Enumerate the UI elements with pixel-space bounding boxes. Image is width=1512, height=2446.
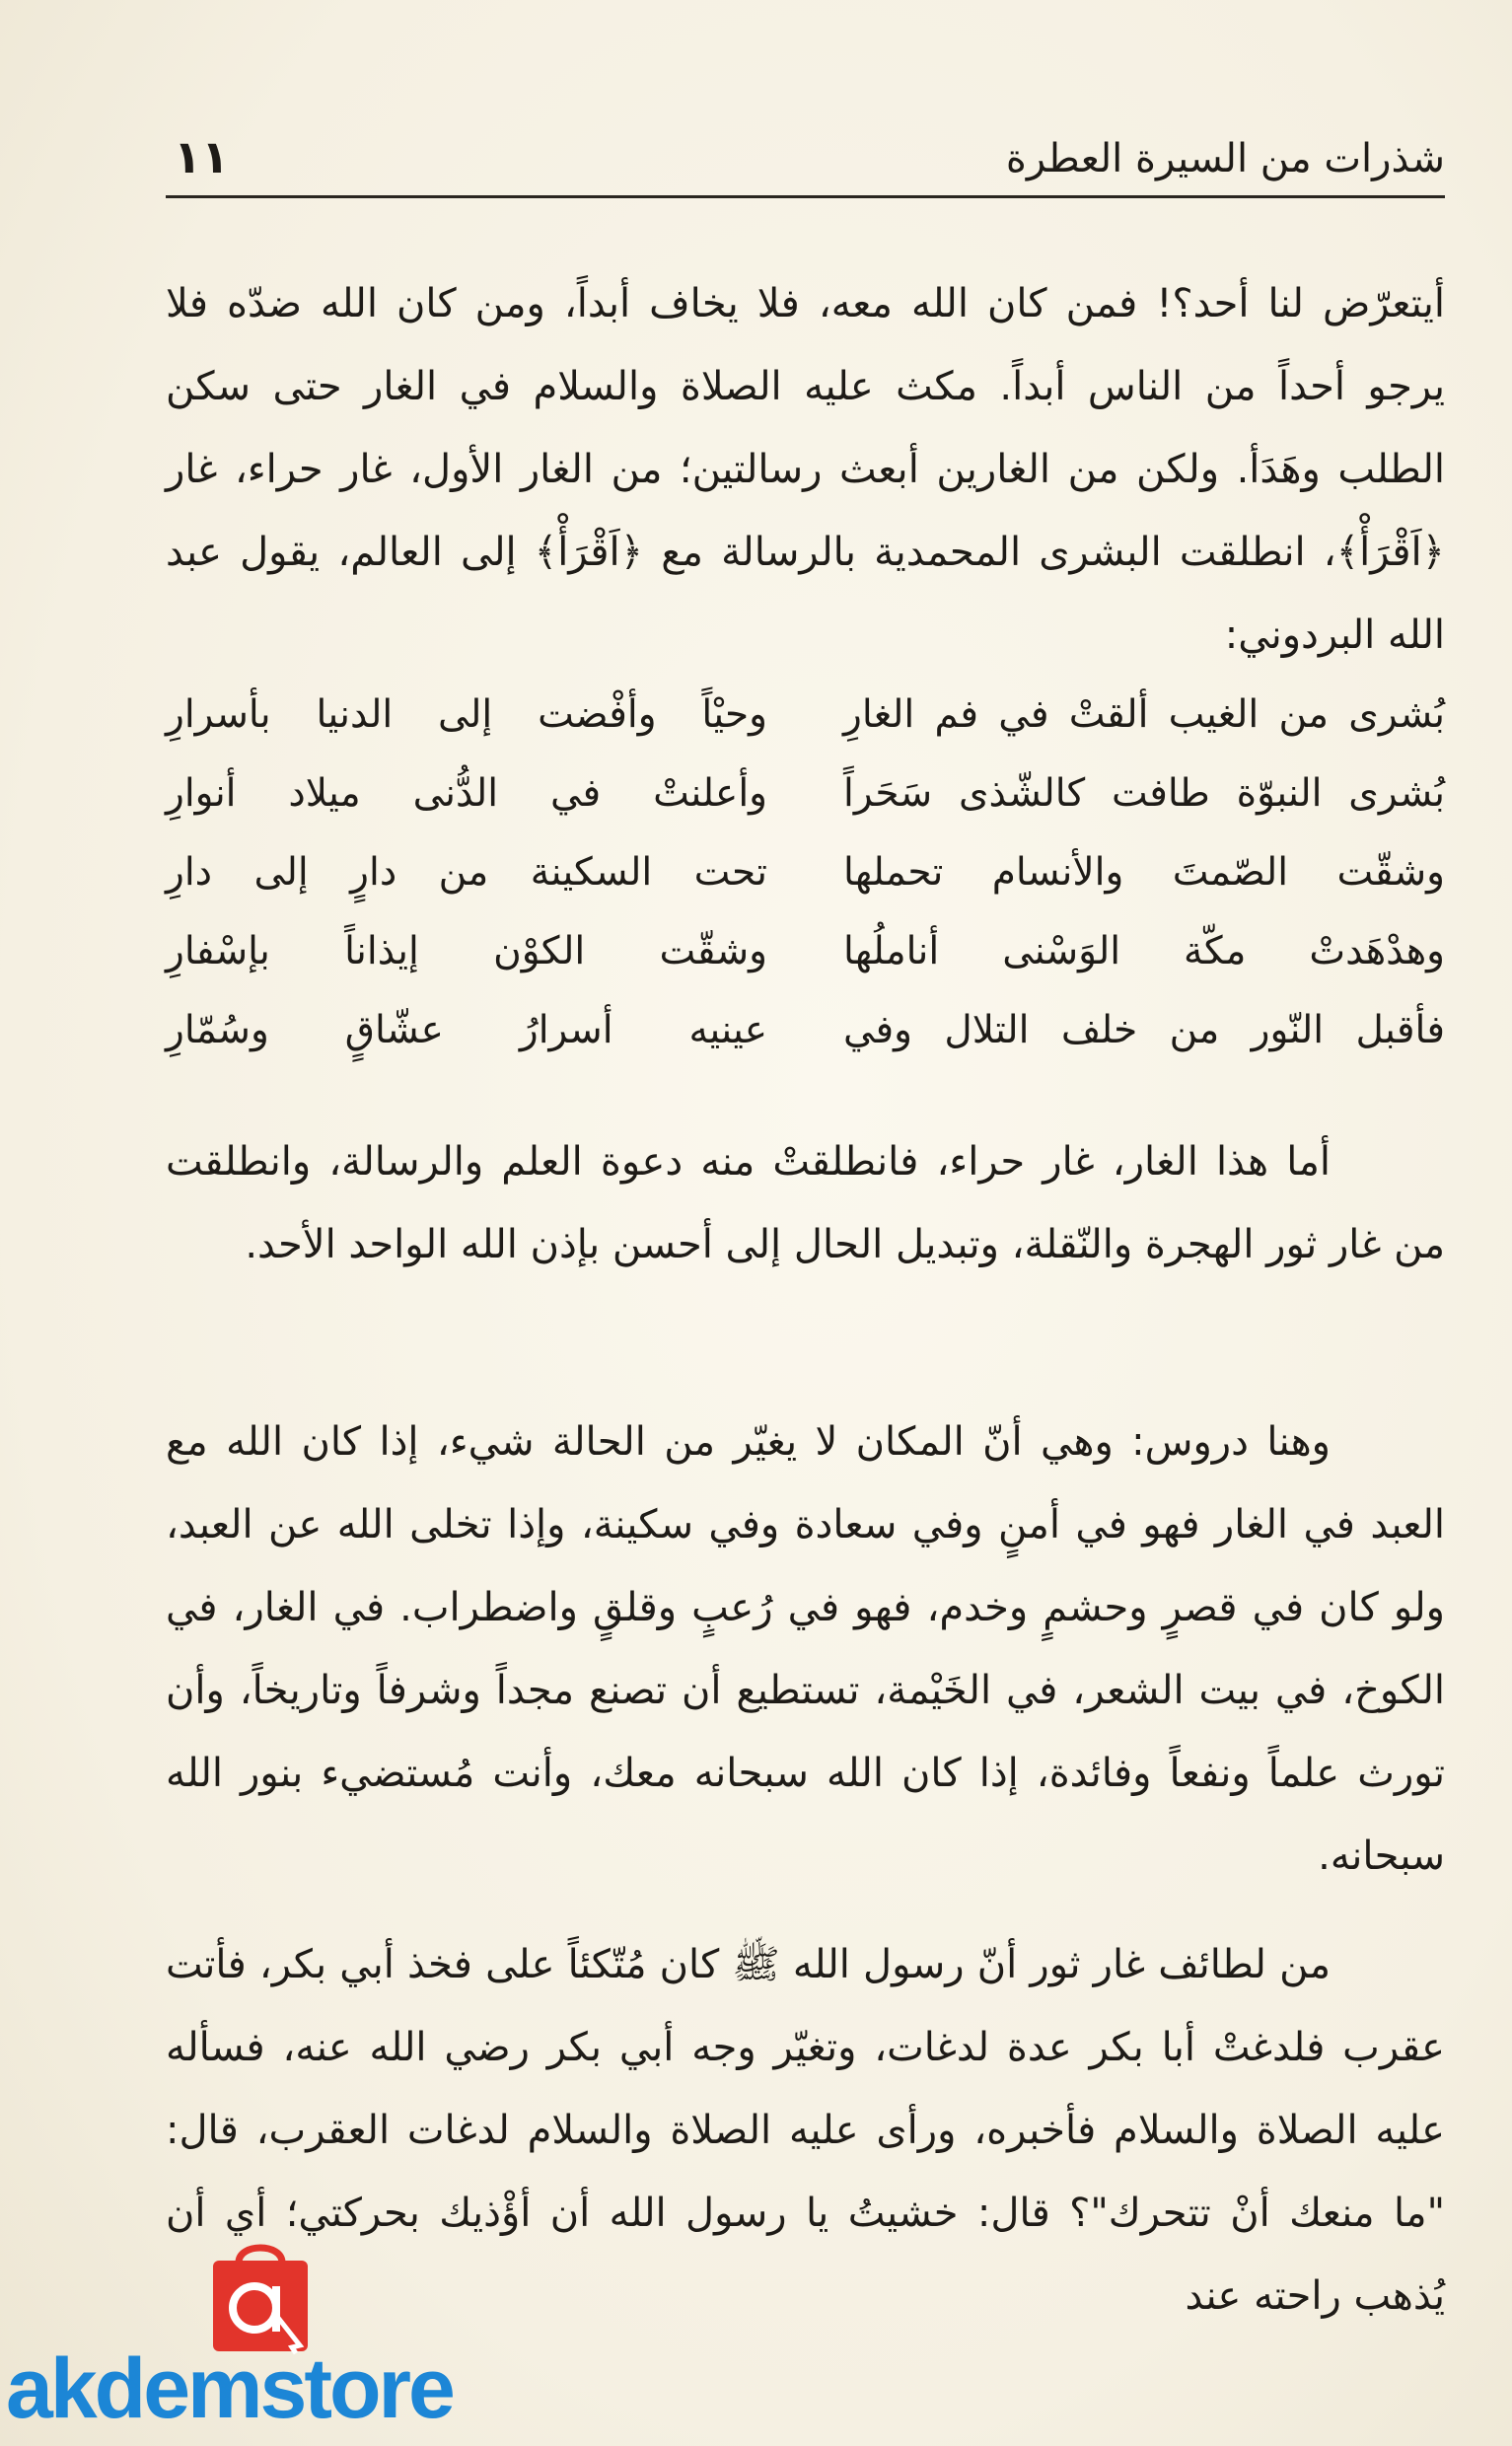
poem-first-hemistich: وشقّت الصّمتَ والأنسام تحملها <box>843 850 1445 895</box>
poem-verse <box>166 692 1445 771</box>
paragraph-hira-cave: أما هذا الغار، غار حراء، فانطلقتْ منه دعوة العلم والرسالة، وانطلقت من غار ثور الهجرة والنّقلة، وتبديل الحال إلى أحسن بإذن الله الواحد الأحد. <box>166 1139 1445 1267</box>
poem-verse <box>166 850 1445 929</box>
poem-verse <box>166 929 1445 1008</box>
akdemstore-wordmark: akdemstore <box>6 2341 453 2436</box>
poem-second-hemistich: عينيه أسرارُ عشّاقٍ وسُمّارِ <box>166 1008 767 1052</box>
poem-first-hemistich: وهدْهَدتْ مكّة الوَسْنى أناملُها <box>843 929 1445 973</box>
poem-second-hemistich: وأعلنتْ في الدُّنى ميلاد أنوارِ <box>166 771 767 816</box>
poem-second-hemistich: وحيْاً وأفْضت إلى الدنيا بأسرارِ <box>166 692 767 737</box>
header-rule <box>166 195 1445 198</box>
poem-first-hemistich: بُشرى النبوّة طافت كالشّذى سَحَراً <box>843 771 1445 816</box>
paragraph-lessons: وهنا دروس: وهي أنّ المكان لا يغيّر من الحالة شيء، إذا كان الله مع العبد في الغار فهو في أمنٍ وفي سعادة وفي سكينة، وإذا تخلى الله عن العبد، ولو كان في قصرٍ وحشمٍ وخدم، فهو في رُعبٍ وقلقٍ واضطراب. في الغار، في الكوخ، في بيت الشعر، في الخَيْمة، تستطيع أن تصنع مجداً وشرفاً وتاريخاً، وأن تورث علماً ونفعاً وفائدة، إذا كان الله سبحانه معك، وأنت مُستضيء بنور الله سبحانه. <box>166 1419 1445 1879</box>
paragraph-thawr-cave: من لطائف غار ثور أنّ رسول الله ﷺ كان مُتّكئاً على فخذ أبي بكر، فأتت عقرب فلدغتْ أبا بكر عدة لدغات، وتغيّر وجه أبي بكر رضي الله عنه، فسأله عليه الصلاة والسلام فأخبره، ورأى عليه الصلاة والسلام لدغات العقرب، قال: "ما منعك أنْ تتحرك"؟ قال: خشيتُ يا رسول الله أن أؤْذيك بحركتي؛ أي أن يُذهب راحته عند <box>166 1942 1445 2319</box>
poem-second-hemistich: تحت السكينة من دارٍ إلى دارِ <box>166 850 767 895</box>
poem-second-hemistich: وشقّت الكوْن إيذاناً بإسْفارِ <box>166 929 767 973</box>
running-title: شذرات من السيرة العطرة <box>1005 136 1445 181</box>
poem-first-hemistich: فأقبل النّور من خلف التلال وفي <box>843 1008 1445 1052</box>
poem-first-hemistich: بُشرى من الغيب ألقتْ في فم الغارِ <box>843 692 1445 737</box>
page-number: ١١ <box>174 130 230 183</box>
poem-block <box>166 692 1445 1087</box>
running-head <box>166 126 1445 189</box>
poem-verse <box>166 1008 1445 1087</box>
poem-verse <box>166 771 1445 850</box>
shopping-bag-logo-icon <box>209 2235 312 2355</box>
paragraph-opening: أيتعرّض لنا أحد؟! فمن كان الله معه، فلا يخاف أبداً، ومن كان الله ضدّه فلا يرجو أحداً من الناس أبداً. مكث عليه الصلاة والسلام في الغار حتى سكن الطلب وهَدَأ. ولكن من الغارين أبعث رسالتين؛ من الغار الأول، غار حراء، غار ﴿اَقْرَأْ﴾، انطلقت البشرى المحمدية بالرسالة مع ﴿اَقْرَأْ﴾ إلى العالم، يقول عبد الله البردوني: <box>166 281 1445 658</box>
